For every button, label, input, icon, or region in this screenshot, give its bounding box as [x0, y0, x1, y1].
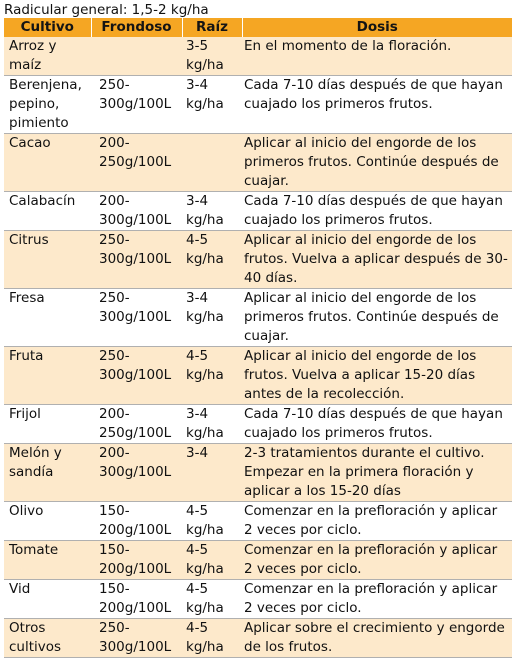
- cell-dosis: Aplicar al inicio del engorde de los frutos. Vuelva a aplicar 15-20 días antes de la recolección.: [242, 347, 512, 405]
- cell-raiz: [182, 134, 242, 192]
- header-frondoso: Frondoso: [91, 18, 182, 37]
- cell-frondoso: 200-250g/100L: [91, 405, 182, 444]
- cell-cultivo: Fruta: [4, 347, 91, 405]
- cell-cultivo: Vid: [4, 580, 91, 619]
- cell-raiz: 3-4 kg/ha: [182, 192, 242, 231]
- cell-dosis: Cada 7-10 días después de que hayan cuajado los primeros frutos.: [242, 405, 512, 444]
- header-raiz: Raíz: [182, 18, 242, 37]
- cell-dosis: Comenzar en la prefloración y aplicar 2 veces por ciclo.: [242, 541, 512, 580]
- table-row: [4, 289, 512, 347]
- table-row: [4, 37, 512, 76]
- cell-frondoso: 250-300g/100L: [91, 289, 182, 347]
- cell-frondoso: 200-300g/100L: [91, 444, 182, 502]
- table-row: [4, 76, 512, 134]
- table-row: [4, 347, 512, 405]
- cell-cultivo: Arroz y maíz: [4, 37, 91, 76]
- cell-raiz: 3-4: [182, 444, 242, 502]
- header-dosis: Dosis: [242, 18, 512, 37]
- cell-frondoso: 150-200g/100L: [91, 580, 182, 619]
- cell-cultivo: Calabacín: [4, 192, 91, 231]
- cell-raiz: 4-5 kg/ha: [182, 502, 242, 541]
- cell-raiz: 4-5 kg/ha: [182, 580, 242, 619]
- cell-frondoso: 200-300g/100L: [91, 192, 182, 231]
- cell-frondoso: 250-300g/100L: [91, 619, 182, 658]
- table-row: [4, 134, 512, 192]
- table-row: [4, 502, 512, 541]
- header-row: [4, 18, 512, 37]
- cell-dosis: Cada 7-10 días después de que hayan cuajado los primeros frutos.: [242, 192, 512, 231]
- cell-dosis: Aplicar sobre el crecimiento y engorde de los frutos.: [242, 619, 512, 658]
- table-row: [4, 405, 512, 444]
- cell-raiz: 4-5 kg/ha: [182, 347, 242, 405]
- table-row: [4, 231, 512, 289]
- cell-cultivo: Citrus: [4, 231, 91, 289]
- cell-frondoso: 200-250g/100L: [91, 134, 182, 192]
- cell-cultivo: Tomate: [4, 541, 91, 580]
- cell-raiz: 4-5 kg/ha: [182, 231, 242, 289]
- cell-frondoso: 250-300g/100L: [91, 76, 182, 134]
- cell-cultivo: Berenjena, pepino, pimiento: [4, 76, 91, 134]
- cell-cultivo: Otros cultivos: [4, 619, 91, 658]
- cell-frondoso: 150-200g/100L: [91, 502, 182, 541]
- cell-dosis: Aplicar al inicio del engorde de los primeros frutos. Continúe después de cuajar.: [242, 289, 512, 347]
- table-caption: Radicular general: 1,5-2 kg/ha: [4, 2, 209, 18]
- table-row: [4, 541, 512, 580]
- table-row: [4, 444, 512, 502]
- cell-raiz: 4-5 kg/ha: [182, 619, 242, 658]
- cell-cultivo: Melón y sandía: [4, 444, 91, 502]
- cell-raiz: 3-4 kg/ha: [182, 405, 242, 444]
- cell-dosis: Cada 7-10 días después de que hayan cuajado los primeros frutos.: [242, 76, 512, 134]
- cell-raiz: 3-4 kg/ha: [182, 76, 242, 134]
- cell-cultivo: Frijol: [4, 405, 91, 444]
- cell-raiz: 3-4 kg/ha: [182, 289, 242, 347]
- cell-cultivo: Fresa: [4, 289, 91, 347]
- cell-dosis: Aplicar al inicio del engorde de los frutos. Vuelva a aplicar después de 30-40 días.: [242, 231, 512, 289]
- cell-raiz: 3-5 kg/ha: [182, 37, 242, 76]
- cell-cultivo: Olivo: [4, 502, 91, 541]
- cell-dosis: Comenzar en la prefloración y aplicar 2 veces por ciclo.: [242, 502, 512, 541]
- cell-dosis: 2-3 tratamientos durante el cultivo. Empezar en la primera floración y aplicar a los 15-20 días: [242, 444, 512, 502]
- table-row: [4, 619, 512, 658]
- table-row: [4, 192, 512, 231]
- cell-raiz: 4-5 kg/ha: [182, 541, 242, 580]
- cell-dosis: En el momento de la floración.: [242, 37, 512, 76]
- cell-frondoso: 250-300g/100L: [91, 347, 182, 405]
- dosage-table: [4, 18, 512, 658]
- cell-frondoso: [91, 37, 182, 76]
- cell-dosis: Comenzar en la prefloración y aplicar 2 veces por ciclo.: [242, 580, 512, 619]
- header-cultivo: Cultivo: [4, 18, 91, 37]
- cell-cultivo: Cacao: [4, 134, 91, 192]
- table-row: [4, 580, 512, 619]
- cell-dosis: Aplicar al inicio del engorde de los primeros frutos. Continúe después de cuajar.: [242, 134, 512, 192]
- cell-frondoso: 150-200g/100L: [91, 541, 182, 580]
- cell-frondoso: 250-300g/100L: [91, 231, 182, 289]
